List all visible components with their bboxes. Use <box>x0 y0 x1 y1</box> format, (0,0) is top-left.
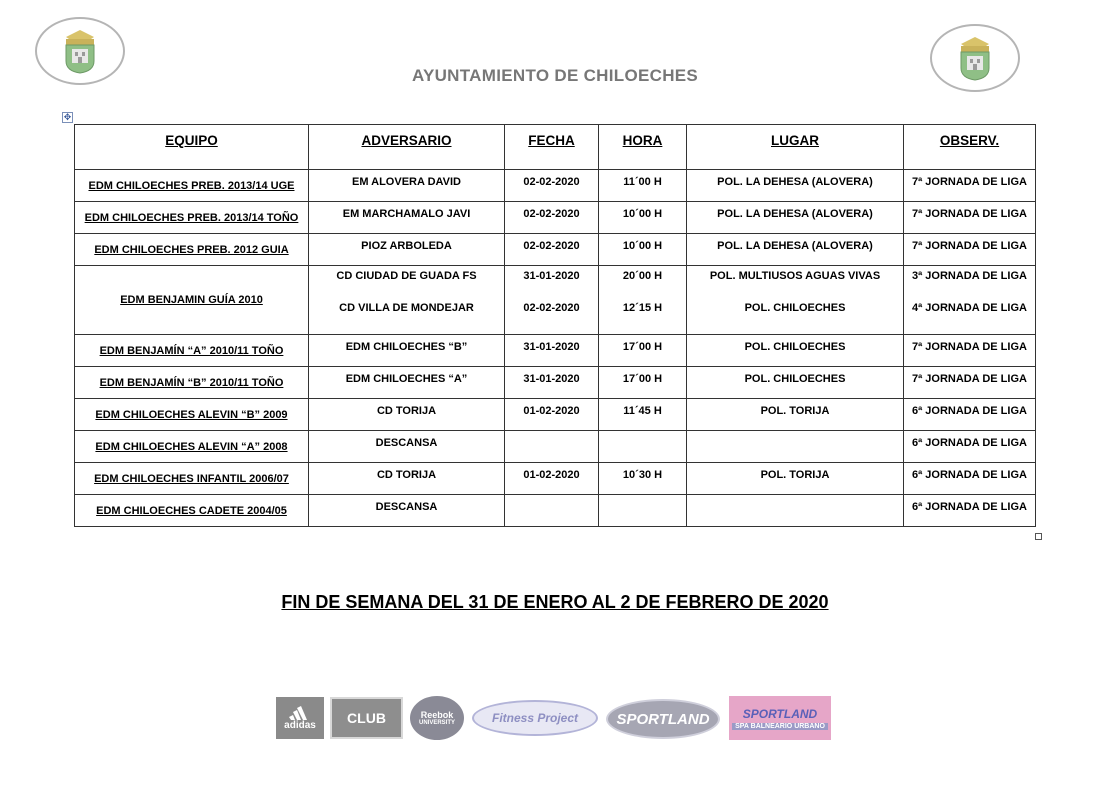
column-header-observ: OBSERV. <box>904 125 1036 170</box>
table-row <box>75 202 1036 234</box>
combat-club-logo: CLUB <box>330 697 403 739</box>
team-cell: EDM CHILOECHES ALEVIN “A” 2008 <box>75 431 309 463</box>
opponent-cell: EDM CHILOECHES “A” <box>309 367 505 399</box>
team-cell: EDM BENJAMÍN “A” 2010/11 TOÑO <box>75 335 309 367</box>
table-row <box>75 463 1036 495</box>
observation-cell: 6ª JORNADA DE LIGA <box>904 463 1036 495</box>
table-row <box>75 335 1036 367</box>
table-row <box>75 367 1036 399</box>
team-cell: EDM CHILOECHES CADETE 2004/05 <box>75 495 309 527</box>
opponent-cell: EM MARCHAMALO JAVI <box>309 202 505 234</box>
date-cell: 02-02-2020 <box>505 170 599 202</box>
table-move-handle-icon[interactable]: ✥ <box>63 112 72 122</box>
observation-cell: 7ª JORNADA DE LIGA <box>904 335 1036 367</box>
table-header-row <box>75 125 1036 170</box>
date-cell: 31-01-2020 <box>505 335 599 367</box>
column-header-adversario: ADVERSARIO <box>309 125 505 170</box>
column-header-hora: HORA <box>599 125 687 170</box>
date-cell <box>505 495 599 527</box>
table-row <box>75 431 1036 463</box>
team-cell: EDM CHILOECHES INFANTIL 2006/07 <box>75 463 309 495</box>
place-cell <box>687 495 904 527</box>
place-cell: POL. LA DEHESA (ALOVERA) <box>687 170 904 202</box>
observation-cell: 7ª JORNADA DE LIGA <box>904 202 1036 234</box>
match-line: CD CIUDAD DE GUADA FS <box>336 270 477 282</box>
time-cell <box>599 495 687 527</box>
match-line: CD VILLA DE MONDEJAR <box>339 302 474 314</box>
opponent-cell: EDM CHILOECHES “B” <box>309 335 505 367</box>
sportland-logo: SPORTLAND <box>606 699 720 739</box>
column-header-fecha: FECHA <box>505 125 599 170</box>
time-cell: 10´30 H <box>599 463 687 495</box>
time-cell <box>599 431 687 463</box>
column-header-lugar: LUGAR <box>687 125 904 170</box>
team-cell: EDM CHILOECHES ALEVIN “B” 2009 <box>75 399 309 431</box>
place-cell: POL. TORIJA <box>687 399 904 431</box>
weekend-title: FIN DE SEMANA DEL 31 DE ENERO AL 2 DE FEBRERO DE 2020 <box>281 592 829 612</box>
place-cell <box>687 266 904 335</box>
opponent-cell: PIOZ ARBOLEDA <box>309 234 505 266</box>
time-cell: 11´45 H <box>599 399 687 431</box>
place-cell: POL. LA DEHESA (ALOVERA) <box>687 202 904 234</box>
time-cell: 17´00 H <box>599 367 687 399</box>
team-cell: EDM BENJAMÍN “B” 2010/11 TOÑO <box>75 367 309 399</box>
team-cell: EDM BENJAMIN GUÍA 2010 <box>75 266 309 335</box>
sportland-spa-logo: SPORTLAND SPA BALNEARIO URBANO <box>729 696 831 740</box>
opponent-cell <box>309 266 505 335</box>
table-resize-handle[interactable] <box>1035 533 1042 540</box>
observation-cell: 6ª JORNADA DE LIGA <box>904 399 1036 431</box>
team-cell: EDM CHILOECHES PREB. 2013/14 TOÑO <box>75 202 309 234</box>
observation-cell: 6ª JORNADA DE LIGA <box>904 495 1036 527</box>
opponent-cell: DESCANSA <box>309 495 505 527</box>
opponent-cell: CD TORIJA <box>309 463 505 495</box>
adidas-logo: adidas <box>276 697 324 739</box>
time-cell: 10´00 H <box>599 202 687 234</box>
table-row <box>75 399 1036 431</box>
date-cell: 02-02-2020 <box>505 234 599 266</box>
match-line: 4ª JORNADA DE LIGA <box>912 302 1027 314</box>
table-row <box>75 170 1036 202</box>
observation-cell: 7ª JORNADA DE LIGA <box>904 367 1036 399</box>
date-cell: 01-02-2020 <box>505 463 599 495</box>
observation-cell <box>904 266 1036 335</box>
opponent-cell: EM ALOVERA DAVID <box>309 170 505 202</box>
organization-title: AYUNTAMIENTO DE CHILOECHES <box>411 66 699 85</box>
table-row <box>75 234 1036 266</box>
match-line: POL. CHILOECHES <box>744 302 846 314</box>
fitness-project-logo: Fitness Project <box>472 700 598 736</box>
date-cell: 31-01-2020 <box>505 367 599 399</box>
table-row <box>75 495 1036 527</box>
time-cell: 17´00 H <box>599 335 687 367</box>
match-line: POL. MULTIUSOS AGUAS VIVAS <box>709 270 881 282</box>
observation-cell: 7ª JORNADA DE LIGA <box>904 170 1036 202</box>
column-header-equipo: EQUIPO <box>75 125 309 170</box>
match-line: 02-02-2020 <box>523 302 580 314</box>
time-cell <box>599 266 687 335</box>
team-cell: EDM CHILOECHES PREB. 2013/14 UGE <box>75 170 309 202</box>
place-cell: POL. CHILOECHES <box>687 367 904 399</box>
match-line: 20´00 H <box>622 270 663 282</box>
opponent-cell: CD TORIJA <box>309 399 505 431</box>
match-line: 3ª JORNADA DE LIGA <box>912 270 1027 282</box>
opponent-cell: DESCANSA <box>309 431 505 463</box>
match-line: 31-01-2020 <box>523 270 580 282</box>
place-cell: POL. LA DEHESA (ALOVERA) <box>687 234 904 266</box>
place-cell: POL. TORIJA <box>687 463 904 495</box>
reebok-university-logo: Reebok UNIVERSITY <box>410 696 464 740</box>
time-cell: 11´00 H <box>599 170 687 202</box>
match-schedule-table <box>74 124 1036 527</box>
time-cell: 10´00 H <box>599 234 687 266</box>
date-cell: 02-02-2020 <box>505 202 599 234</box>
date-cell <box>505 266 599 335</box>
observation-cell: 6ª JORNADA DE LIGA <box>904 431 1036 463</box>
place-cell: POL. CHILOECHES <box>687 335 904 367</box>
match-line: 12´15 H <box>622 302 663 314</box>
place-cell <box>687 431 904 463</box>
table-row <box>75 266 1036 335</box>
observation-cell: 7ª JORNADA DE LIGA <box>904 234 1036 266</box>
team-cell: EDM CHILOECHES PREB. 2012 GUIA <box>75 234 309 266</box>
date-cell <box>505 431 599 463</box>
date-cell: 01-02-2020 <box>505 399 599 431</box>
adidas-stripes-icon <box>289 706 311 720</box>
